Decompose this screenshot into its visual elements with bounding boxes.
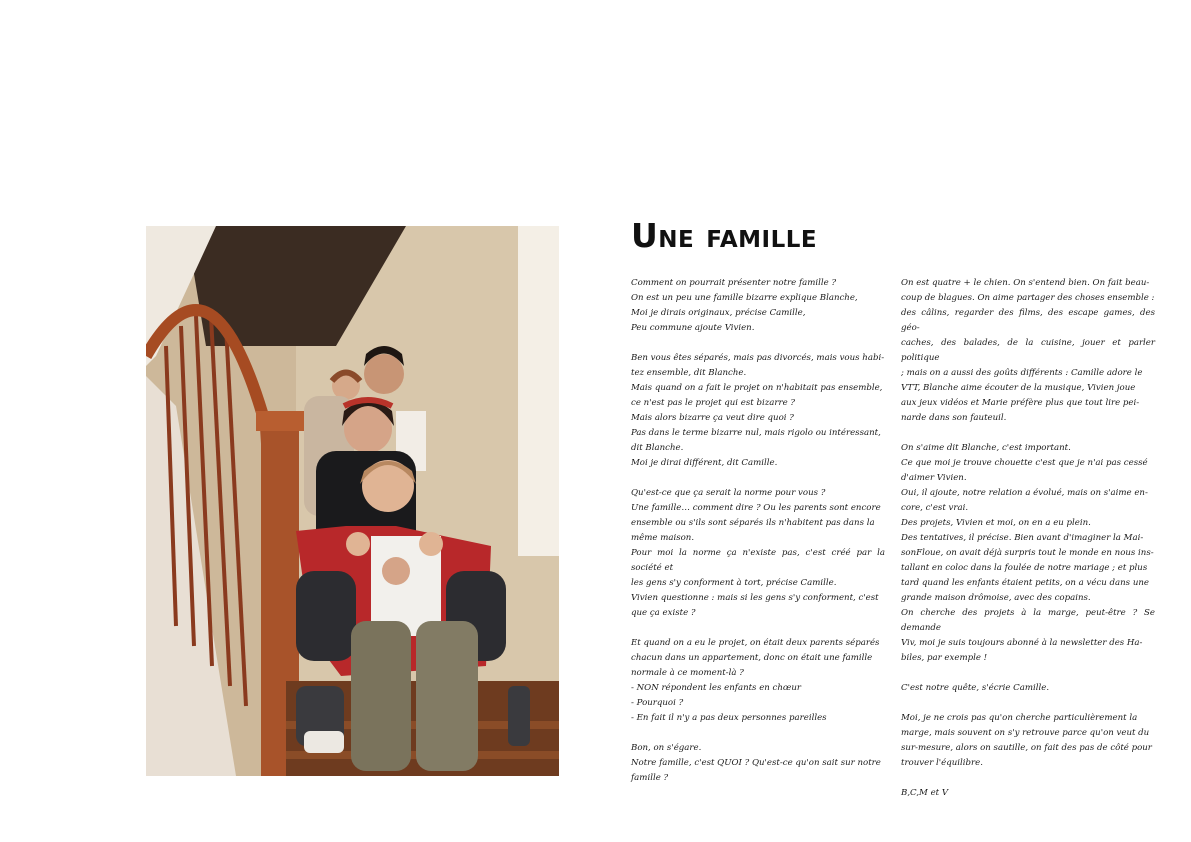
text-line: biles, par exemple ! bbox=[901, 653, 988, 663]
right-text-column bbox=[901, 276, 1155, 816]
text-line: Notre famille, c'est QUOI ? Qu'est-ce qu'on sait sur notre bbox=[631, 758, 881, 768]
text-line: Une famille… comment dire ? Ou les parents sont encore bbox=[631, 503, 881, 513]
text-line: narde dans son fauteuil. bbox=[901, 413, 1007, 423]
text-line: que ça existe ? bbox=[631, 608, 696, 618]
text-line: dit Blanche. bbox=[631, 443, 684, 453]
text-line: marge, mais souvent on s'y retrouve parce qu'on veut du bbox=[901, 728, 1150, 738]
text-line: Ce que moi je trouve chouette c'est que je n'ai pas cessé bbox=[901, 458, 1148, 468]
text-line: même maison. bbox=[631, 533, 695, 543]
paragraph bbox=[901, 276, 1155, 426]
text-line: grande maison drômoise, avec des copains. bbox=[901, 593, 1091, 603]
text-line: Moi, je ne crois pas qu'on cherche particulièrement la bbox=[901, 713, 1138, 723]
text-line: ce n'est pas le projet qui est bizarre ? bbox=[631, 398, 795, 408]
text-line: On s'aime dit Blanche, c'est important. bbox=[901, 443, 1071, 453]
text-line: - NON répondent les enfants en chœur bbox=[631, 683, 802, 693]
text-line: ; mais on a aussi des goûts différents : Camille adore le bbox=[901, 368, 1143, 378]
text-line: chacun dans un appartement, donc on était une famille bbox=[631, 653, 873, 663]
text-line: trouver l'équilibre. bbox=[901, 758, 983, 768]
text-line: Mais quand on a fait le projet on n'habitait pas ensemble, bbox=[631, 383, 883, 393]
text-line: ensemble ou s'ils sont séparés ils n'habitent pas dans la bbox=[631, 518, 875, 528]
text-line: Mais alors bizarre ça veut dire quoi ? bbox=[631, 413, 794, 423]
paragraph bbox=[631, 636, 885, 726]
text-line: tard quand les enfants étaient petits, on a vécu dans une bbox=[901, 578, 1149, 588]
paragraph bbox=[631, 741, 885, 786]
text-line: core, c'est vrai. bbox=[901, 503, 969, 513]
text-line: Oui, il ajoute, notre relation a évolué, mais on s'aime en- bbox=[901, 488, 1148, 498]
text-line: Bon, on s'égare. bbox=[631, 743, 702, 753]
page-title: Une famille bbox=[631, 216, 818, 255]
paragraph bbox=[901, 441, 1155, 666]
text-line: sonFloue, on avait déjà surpris tout le monde en nous ins- bbox=[901, 548, 1154, 558]
text-line: coup de blagues. On aime partager des choses ensemble : bbox=[901, 293, 1155, 303]
paragraph bbox=[631, 276, 885, 336]
text-line: des câlins, regarder des films, des escape games, des géo- bbox=[901, 308, 1155, 333]
text-line: caches, des balades, de la cuisine, jouer et parler politique bbox=[901, 338, 1155, 363]
text-line: Moi je dirai différent, dit Camille. bbox=[631, 458, 778, 468]
paragraph bbox=[901, 681, 1155, 696]
text-line: d'aimer Vivien. bbox=[901, 473, 967, 483]
text-line: Des projets, Vivien et moi, on en a eu plein. bbox=[901, 518, 1091, 528]
text-line: Peu commune ajoute Vivien. bbox=[631, 323, 755, 333]
left-text-column bbox=[631, 276, 885, 801]
text-line: les gens s'y conforment à tort, précise Camille. bbox=[631, 578, 837, 588]
text-line: VTT, Blanche aime écouter de la musique, Vivien joue bbox=[901, 383, 1136, 393]
text-line: aux jeux vidéos et Marie préfère plus que tout lire pei- bbox=[901, 398, 1140, 408]
text-line: Et quand on a eu le projet, on était deux parents séparés bbox=[631, 638, 880, 648]
text-line: Vivien questionne : mais si les gens s'y conforment, c'est bbox=[631, 593, 879, 603]
paragraph bbox=[631, 351, 885, 471]
text-line: On est quatre + le chien. On s'entend bien. On fait beau- bbox=[901, 278, 1150, 288]
family-staircase-photo bbox=[146, 226, 559, 776]
text-line: normale à ce moment-là ? bbox=[631, 668, 744, 678]
text-line: sur-mesure, alors on sautille, on fait des pas de côté pour bbox=[901, 743, 1152, 753]
paragraph bbox=[901, 711, 1155, 771]
text-line: tez ensemble, dit Blanche. bbox=[631, 368, 747, 378]
text-line: B,C,M et V bbox=[901, 788, 949, 798]
text-line: famille ? bbox=[631, 773, 669, 783]
family-on-staircase-photo-icon bbox=[146, 226, 559, 776]
paragraph bbox=[631, 486, 885, 621]
text-line: On cherche des projets à la marge, peut-être ? Se demande bbox=[901, 608, 1155, 633]
text-line: Viv, moi je suis toujours abonné à la newsletter des Ha- bbox=[901, 638, 1143, 648]
text-line: Des tentatives, il précise. Bien avant d'imaginer la Mai- bbox=[901, 533, 1144, 543]
text-line: Ben vous êtes séparés, mais pas divorcés, mais vous habi- bbox=[631, 353, 885, 363]
text-line: - Pourquoi ? bbox=[631, 698, 684, 708]
text-line: Comment on pourrait présenter notre famille ? bbox=[631, 278, 837, 288]
paragraph bbox=[901, 786, 1155, 801]
text-line: Qu'est-ce que ça serait la norme pour vous ? bbox=[631, 488, 826, 498]
text-line: Pour moi la norme ça n'existe pas, c'est créé par la société et bbox=[631, 548, 885, 573]
text-line: - En fait il n'y a pas deux personnes pareilles bbox=[631, 713, 827, 723]
text-line: On est un peu une famille bizarre explique Blanche, bbox=[631, 293, 858, 303]
text-line: C'est notre quête, s'écrie Camille. bbox=[901, 683, 1050, 693]
text-line: Pas dans le terme bizarre nul, mais rigolo ou intéressant, bbox=[631, 428, 881, 438]
text-line: Moi je dirais originaux, précise Camille, bbox=[631, 308, 806, 318]
text-line: tallant en coloc dans la foulée de notre mariage ; et plus bbox=[901, 563, 1148, 573]
